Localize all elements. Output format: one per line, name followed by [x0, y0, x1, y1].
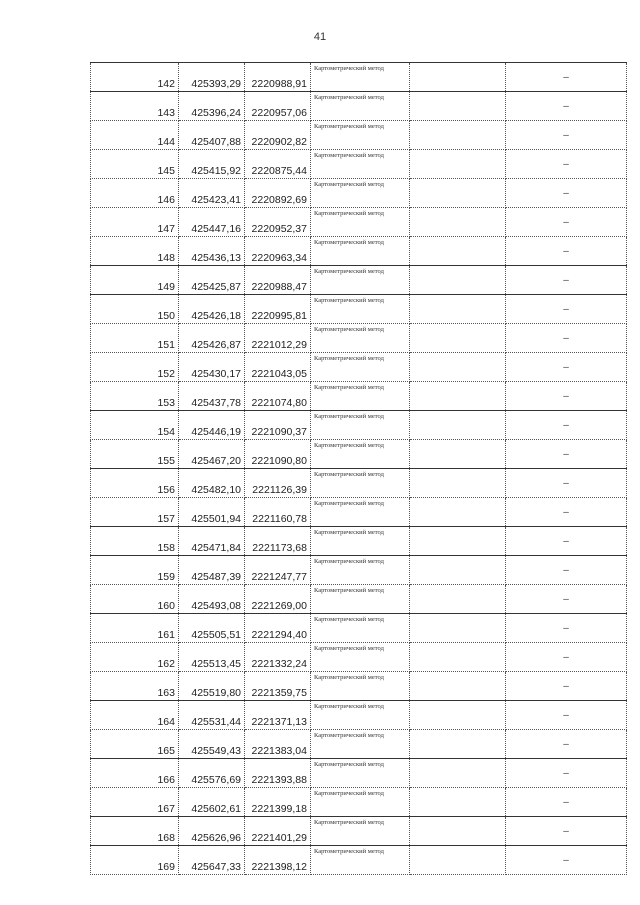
point-number-cell: 146: [91, 179, 179, 208]
remark-cell: –: [506, 63, 627, 92]
remark-cell: –: [506, 150, 627, 179]
table-row: [91, 150, 627, 179]
x-coordinate-cell: 425393,29: [179, 63, 245, 92]
remark-cell: –: [506, 585, 627, 614]
x-coordinate-cell: 425549,43: [179, 730, 245, 759]
remark-cell: –: [506, 527, 627, 556]
x-coordinate-cell: 425513,45: [179, 643, 245, 672]
remark-cell: –: [506, 324, 627, 353]
table-row: [91, 295, 627, 324]
y-coordinate-cell: 2221399,18: [245, 788, 311, 817]
empty-cell: [410, 440, 506, 469]
remark-cell: –: [506, 759, 627, 788]
point-number-cell: 166: [91, 759, 179, 788]
y-coordinate-cell: 2221332,24: [245, 643, 311, 672]
point-number-cell: 144: [91, 121, 179, 150]
empty-cell: [410, 701, 506, 730]
x-coordinate-cell: 425626,96: [179, 817, 245, 846]
y-coordinate-cell: 2221401,29: [245, 817, 311, 846]
method-cell: Картометрический метод: [311, 643, 410, 672]
remark-cell: –: [506, 208, 627, 237]
method-cell: Картометрический метод: [311, 92, 410, 121]
remark-cell: –: [506, 237, 627, 266]
table-row: [91, 382, 627, 411]
remark-cell: –: [506, 672, 627, 701]
table-row: [91, 63, 627, 92]
method-cell: Картометрический метод: [311, 440, 410, 469]
point-number-cell: 165: [91, 730, 179, 759]
x-coordinate-cell: 425471,84: [179, 527, 245, 556]
x-coordinate-cell: 425493,08: [179, 585, 245, 614]
point-number-cell: 158: [91, 527, 179, 556]
x-coordinate-cell: 425482,10: [179, 469, 245, 498]
empty-cell: [410, 208, 506, 237]
method-cell: Картометрический метод: [311, 527, 410, 556]
x-coordinate-cell: 425487,39: [179, 556, 245, 585]
table-row: [91, 179, 627, 208]
y-coordinate-cell: 2220957,06: [245, 92, 311, 121]
table-row: [91, 440, 627, 469]
y-coordinate-cell: 2220902,82: [245, 121, 311, 150]
x-coordinate-cell: 425396,24: [179, 92, 245, 121]
point-number-cell: 168: [91, 817, 179, 846]
empty-cell: [410, 788, 506, 817]
point-number-cell: 157: [91, 498, 179, 527]
method-cell: Картометрический метод: [311, 295, 410, 324]
empty-cell: [410, 63, 506, 92]
empty-cell: [410, 324, 506, 353]
point-number-cell: 160: [91, 585, 179, 614]
point-number-cell: 148: [91, 237, 179, 266]
remark-cell: –: [506, 730, 627, 759]
method-cell: Картометрический метод: [311, 672, 410, 701]
method-cell: Картометрический метод: [311, 585, 410, 614]
method-cell: Картометрический метод: [311, 498, 410, 527]
point-number-cell: 159: [91, 556, 179, 585]
x-coordinate-cell: 425415,92: [179, 150, 245, 179]
y-coordinate-cell: 2221294,40: [245, 614, 311, 643]
remark-cell: –: [506, 353, 627, 382]
y-coordinate-cell: 2221090,80: [245, 440, 311, 469]
table-row: [91, 411, 627, 440]
empty-cell: [410, 411, 506, 440]
empty-cell: [410, 498, 506, 527]
x-coordinate-cell: 425426,18: [179, 295, 245, 324]
y-coordinate-cell: 2221173,68: [245, 527, 311, 556]
point-number-cell: 169: [91, 846, 179, 875]
x-coordinate-cell: 425425,87: [179, 266, 245, 295]
point-number-cell: 156: [91, 469, 179, 498]
y-coordinate-cell: 2220875,44: [245, 150, 311, 179]
method-cell: Картометрический метод: [311, 411, 410, 440]
y-coordinate-cell: 2221383,04: [245, 730, 311, 759]
y-coordinate-cell: 2221269,00: [245, 585, 311, 614]
coordinates-table: [90, 62, 627, 875]
table-row: [91, 469, 627, 498]
empty-cell: [410, 92, 506, 121]
remark-cell: –: [506, 556, 627, 585]
method-cell: Картометрический метод: [311, 324, 410, 353]
x-coordinate-cell: 425423,41: [179, 179, 245, 208]
table-row: [91, 353, 627, 382]
empty-cell: [410, 179, 506, 208]
x-coordinate-cell: 425430,17: [179, 353, 245, 382]
point-number-cell: 167: [91, 788, 179, 817]
y-coordinate-cell: 2221371,13: [245, 701, 311, 730]
x-coordinate-cell: 425447,16: [179, 208, 245, 237]
y-coordinate-cell: 2221398,12: [245, 846, 311, 875]
empty-cell: [410, 556, 506, 585]
remark-cell: –: [506, 788, 627, 817]
remark-cell: –: [506, 469, 627, 498]
point-number-cell: 142: [91, 63, 179, 92]
empty-cell: [410, 382, 506, 411]
empty-cell: [410, 469, 506, 498]
method-cell: Картометрический метод: [311, 759, 410, 788]
y-coordinate-cell: 2220988,47: [245, 266, 311, 295]
table-row: [91, 643, 627, 672]
method-cell: Картометрический метод: [311, 353, 410, 382]
empty-cell: [410, 846, 506, 875]
table-row: [91, 556, 627, 585]
point-number-cell: 163: [91, 672, 179, 701]
x-coordinate-cell: 425501,94: [179, 498, 245, 527]
y-coordinate-cell: 2221074,80: [245, 382, 311, 411]
empty-cell: [410, 614, 506, 643]
x-coordinate-cell: 425531,44: [179, 701, 245, 730]
method-cell: Картометрический метод: [311, 208, 410, 237]
y-coordinate-cell: 2220952,37: [245, 208, 311, 237]
empty-cell: [410, 817, 506, 846]
table-row: [91, 672, 627, 701]
point-number-cell: 150: [91, 295, 179, 324]
table-row: [91, 237, 627, 266]
table-row: [91, 121, 627, 150]
y-coordinate-cell: 2221012,29: [245, 324, 311, 353]
remark-cell: –: [506, 817, 627, 846]
point-number-cell: 151: [91, 324, 179, 353]
table-row: [91, 92, 627, 121]
empty-cell: [410, 730, 506, 759]
y-coordinate-cell: 2221090,37: [245, 411, 311, 440]
method-cell: Картометрический метод: [311, 469, 410, 498]
empty-cell: [410, 643, 506, 672]
remark-cell: –: [506, 121, 627, 150]
point-number-cell: 161: [91, 614, 179, 643]
empty-cell: [410, 759, 506, 788]
y-coordinate-cell: 2221359,75: [245, 672, 311, 701]
method-cell: Картометрический метод: [311, 730, 410, 759]
method-cell: Картометрический метод: [311, 817, 410, 846]
x-coordinate-cell: 425505,51: [179, 614, 245, 643]
remark-cell: –: [506, 614, 627, 643]
table-row: [91, 759, 627, 788]
remark-cell: –: [506, 846, 627, 875]
y-coordinate-cell: 2221126,39: [245, 469, 311, 498]
remark-cell: –: [506, 643, 627, 672]
method-cell: Картометрический метод: [311, 788, 410, 817]
x-coordinate-cell: 425647,33: [179, 846, 245, 875]
table-row: [91, 585, 627, 614]
remark-cell: –: [506, 92, 627, 121]
x-coordinate-cell: 425467,20: [179, 440, 245, 469]
empty-cell: [410, 353, 506, 382]
coordinates-table-body: [91, 63, 627, 875]
y-coordinate-cell: 2220963,34: [245, 237, 311, 266]
method-cell: Картометрический метод: [311, 179, 410, 208]
table-row: [91, 324, 627, 353]
method-cell: Картометрический метод: [311, 556, 410, 585]
point-number-cell: 145: [91, 150, 179, 179]
empty-cell: [410, 527, 506, 556]
point-number-cell: 149: [91, 266, 179, 295]
point-number-cell: 152: [91, 353, 179, 382]
point-number-cell: 164: [91, 701, 179, 730]
method-cell: Картометрический метод: [311, 382, 410, 411]
empty-cell: [410, 121, 506, 150]
table-row: [91, 701, 627, 730]
y-coordinate-cell: 2221247,77: [245, 556, 311, 585]
point-number-cell: 143: [91, 92, 179, 121]
method-cell: Картометрический метод: [311, 237, 410, 266]
remark-cell: –: [506, 179, 627, 208]
empty-cell: [410, 585, 506, 614]
point-number-cell: 147: [91, 208, 179, 237]
y-coordinate-cell: 2221043,05: [245, 353, 311, 382]
y-coordinate-cell: 2220995,81: [245, 295, 311, 324]
x-coordinate-cell: 425602,61: [179, 788, 245, 817]
method-cell: Картометрический метод: [311, 266, 410, 295]
remark-cell: –: [506, 411, 627, 440]
method-cell: Картометрический метод: [311, 63, 410, 92]
table-row: [91, 846, 627, 875]
table-row: [91, 527, 627, 556]
remark-cell: –: [506, 440, 627, 469]
x-coordinate-cell: 425576,69: [179, 759, 245, 788]
table-row: [91, 788, 627, 817]
empty-cell: [410, 266, 506, 295]
table-row: [91, 730, 627, 759]
table-row: [91, 208, 627, 237]
method-cell: Картометрический метод: [311, 121, 410, 150]
method-cell: Картометрический метод: [311, 150, 410, 179]
y-coordinate-cell: 2220988,91: [245, 63, 311, 92]
x-coordinate-cell: 425407,88: [179, 121, 245, 150]
x-coordinate-cell: 425446,19: [179, 411, 245, 440]
x-coordinate-cell: 425437,78: [179, 382, 245, 411]
point-number-cell: 155: [91, 440, 179, 469]
table-row: [91, 614, 627, 643]
remark-cell: –: [506, 498, 627, 527]
page-number: 41: [313, 31, 327, 43]
point-number-cell: 162: [91, 643, 179, 672]
remark-cell: –: [506, 382, 627, 411]
x-coordinate-cell: 425436,13: [179, 237, 245, 266]
remark-cell: –: [506, 701, 627, 730]
method-cell: Картометрический метод: [311, 701, 410, 730]
point-number-cell: 153: [91, 382, 179, 411]
empty-cell: [410, 237, 506, 266]
empty-cell: [410, 295, 506, 324]
y-coordinate-cell: 2220892,69: [245, 179, 311, 208]
remark-cell: –: [506, 266, 627, 295]
point-number-cell: 154: [91, 411, 179, 440]
table-row: [91, 266, 627, 295]
empty-cell: [410, 672, 506, 701]
method-cell: Картометрический метод: [311, 614, 410, 643]
method-cell: Картометрический метод: [311, 846, 410, 875]
x-coordinate-cell: 425519,80: [179, 672, 245, 701]
table-row: [91, 498, 627, 527]
x-coordinate-cell: 425426,87: [179, 324, 245, 353]
y-coordinate-cell: 2221160,78: [245, 498, 311, 527]
y-coordinate-cell: 2221393,88: [245, 759, 311, 788]
table-row: [91, 817, 627, 846]
empty-cell: [410, 150, 506, 179]
remark-cell: –: [506, 295, 627, 324]
